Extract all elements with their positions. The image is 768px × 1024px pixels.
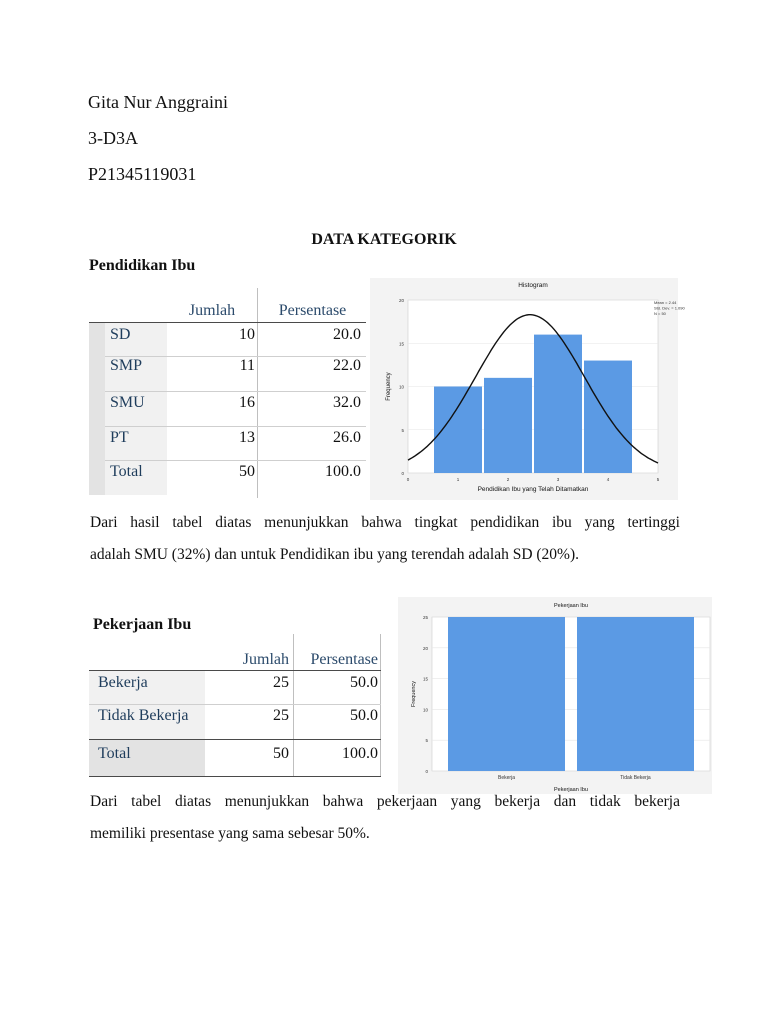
- stats-label: N = 50: [654, 311, 666, 316]
- table-pendidikan: [89, 288, 366, 498]
- table-row-total: [89, 461, 366, 495]
- cell-persentase: 100.0: [342, 745, 378, 762]
- table-row: [89, 672, 381, 704]
- y-tick-label: 5: [401, 427, 404, 433]
- x-tick-label: 2: [506, 477, 510, 482]
- y-tick-label: 5: [425, 738, 428, 744]
- col-header-persentase: Persentase: [278, 302, 347, 319]
- cell-persentase: 100.0: [325, 463, 361, 480]
- cell-persentase: 50.0: [350, 674, 378, 691]
- author-name: Gita Nur Anggraini: [88, 92, 228, 112]
- cell-jumlah: 50: [239, 463, 255, 480]
- table-row: [89, 357, 366, 393]
- section-title-pendidikan: Pendidikan Ibu: [89, 257, 196, 274]
- x-tick-label: Tidak Bekerja: [620, 775, 651, 781]
- paragraph-pendidikan: [90, 507, 680, 571]
- frequency-bar: [577, 617, 694, 771]
- table-row: [89, 427, 366, 461]
- frequency-bar: [448, 617, 565, 771]
- bottom-rule: [89, 776, 381, 777]
- histogram-bar: [434, 387, 482, 474]
- paragraph-pekerjaan: [90, 786, 680, 850]
- paragraph-line: Dari hasil tabel diatas menunjukkan bahwa tingkat pendidikan ibu yang tertinggi: [90, 514, 680, 531]
- stats-label: Mean = 2.44: [654, 300, 677, 305]
- table-row-total: [89, 740, 381, 776]
- cell-persentase: 50.0: [350, 707, 378, 724]
- x-tick-label: 0: [406, 477, 410, 482]
- student-id: P21345119031: [88, 164, 197, 184]
- stats-label: Std. Dev. = 1.090: [654, 305, 685, 311]
- y-tick-label: 15: [422, 676, 428, 682]
- row-label: SD: [110, 326, 131, 343]
- y-tick-label: 10: [398, 384, 404, 390]
- cell-persentase: 32.0: [333, 394, 361, 411]
- x-axis-label: Pekerjaan Ibu: [554, 787, 588, 793]
- row-label: Total: [98, 745, 131, 762]
- y-tick-label: 15: [398, 341, 404, 347]
- y-tick-label: 20: [422, 645, 428, 651]
- y-tick-label: 0: [425, 769, 428, 774]
- x-tick-label: 1: [456, 477, 460, 482]
- y-axis-label: Frequency: [386, 372, 392, 401]
- pekerjaan-bar-svg: [398, 597, 712, 794]
- y-tick-label: 0: [401, 471, 404, 476]
- row-label: Bekerja: [98, 674, 148, 691]
- chart-title: Pekerjaan Ibu: [554, 603, 588, 609]
- x-tick-label: 5: [656, 477, 660, 482]
- x-tick-label: 4: [606, 477, 610, 482]
- histogram-bar: [534, 335, 582, 473]
- col-header-jumlah: Jumlah: [242, 651, 289, 668]
- class-label: 3-D3A: [88, 128, 138, 148]
- row-label: Total: [110, 463, 143, 480]
- row-label: SMP: [110, 357, 143, 374]
- y-tick-label: 25: [422, 615, 428, 620]
- y-tick-label: 20: [398, 298, 404, 303]
- table-row: [89, 705, 381, 739]
- table-pekerjaan: [89, 634, 383, 777]
- cell-persentase: 22.0: [333, 357, 361, 374]
- row-label: SMU: [110, 394, 145, 411]
- chart-title: Histogram: [518, 282, 548, 289]
- paragraph-line: memiliki presentase yang sama sebesar 50%.: [90, 825, 370, 842]
- histogram-svg: [370, 278, 685, 500]
- cell-persentase: 26.0: [333, 429, 361, 446]
- section-title-pekerjaan: Pekerjaan Ibu: [93, 616, 192, 633]
- histogram-chart: [370, 278, 685, 500]
- x-tick-label: 3: [556, 477, 560, 482]
- paragraph-line: Dari tabel diatas menunjukkan bahwa pekerjaan yang bekerja dan tidak bekerja: [90, 793, 680, 810]
- paragraph-line: adalah SMU (32%) dan untuk Pendidikan ibu yang terendah adalah SD (20%).: [90, 546, 579, 563]
- x-tick-label: Bekerja: [498, 775, 515, 781]
- table-row: [89, 392, 366, 426]
- cell-jumlah: 25: [273, 707, 289, 724]
- document-title: DATA KATEGORIK: [311, 231, 457, 248]
- col-header-persentase: Persentase: [310, 651, 378, 668]
- cell-jumlah: 50: [273, 745, 289, 762]
- cell-jumlah: 10: [239, 326, 255, 343]
- pekerjaan-bar-chart: [398, 597, 712, 794]
- cell-jumlah: 25: [273, 674, 289, 691]
- row-label: Tidak Bekerja: [98, 707, 189, 724]
- y-tick-label: 10: [422, 707, 428, 713]
- cell-jumlah: 13: [239, 429, 255, 446]
- row-label: PT: [110, 429, 129, 446]
- col-header-jumlah: Jumlah: [188, 302, 236, 319]
- cell-persentase: 20.0: [333, 326, 361, 343]
- cell-jumlah: 11: [239, 357, 255, 374]
- x-axis-label: Pendidikan Ibu yang Telah Ditamatkan: [477, 486, 589, 493]
- cell-jumlah: 16: [239, 394, 255, 411]
- table-row: [89, 323, 366, 357]
- y-axis-label: Frequency: [411, 681, 417, 707]
- histogram-bar: [484, 378, 532, 473]
- header-rule: [89, 670, 381, 671]
